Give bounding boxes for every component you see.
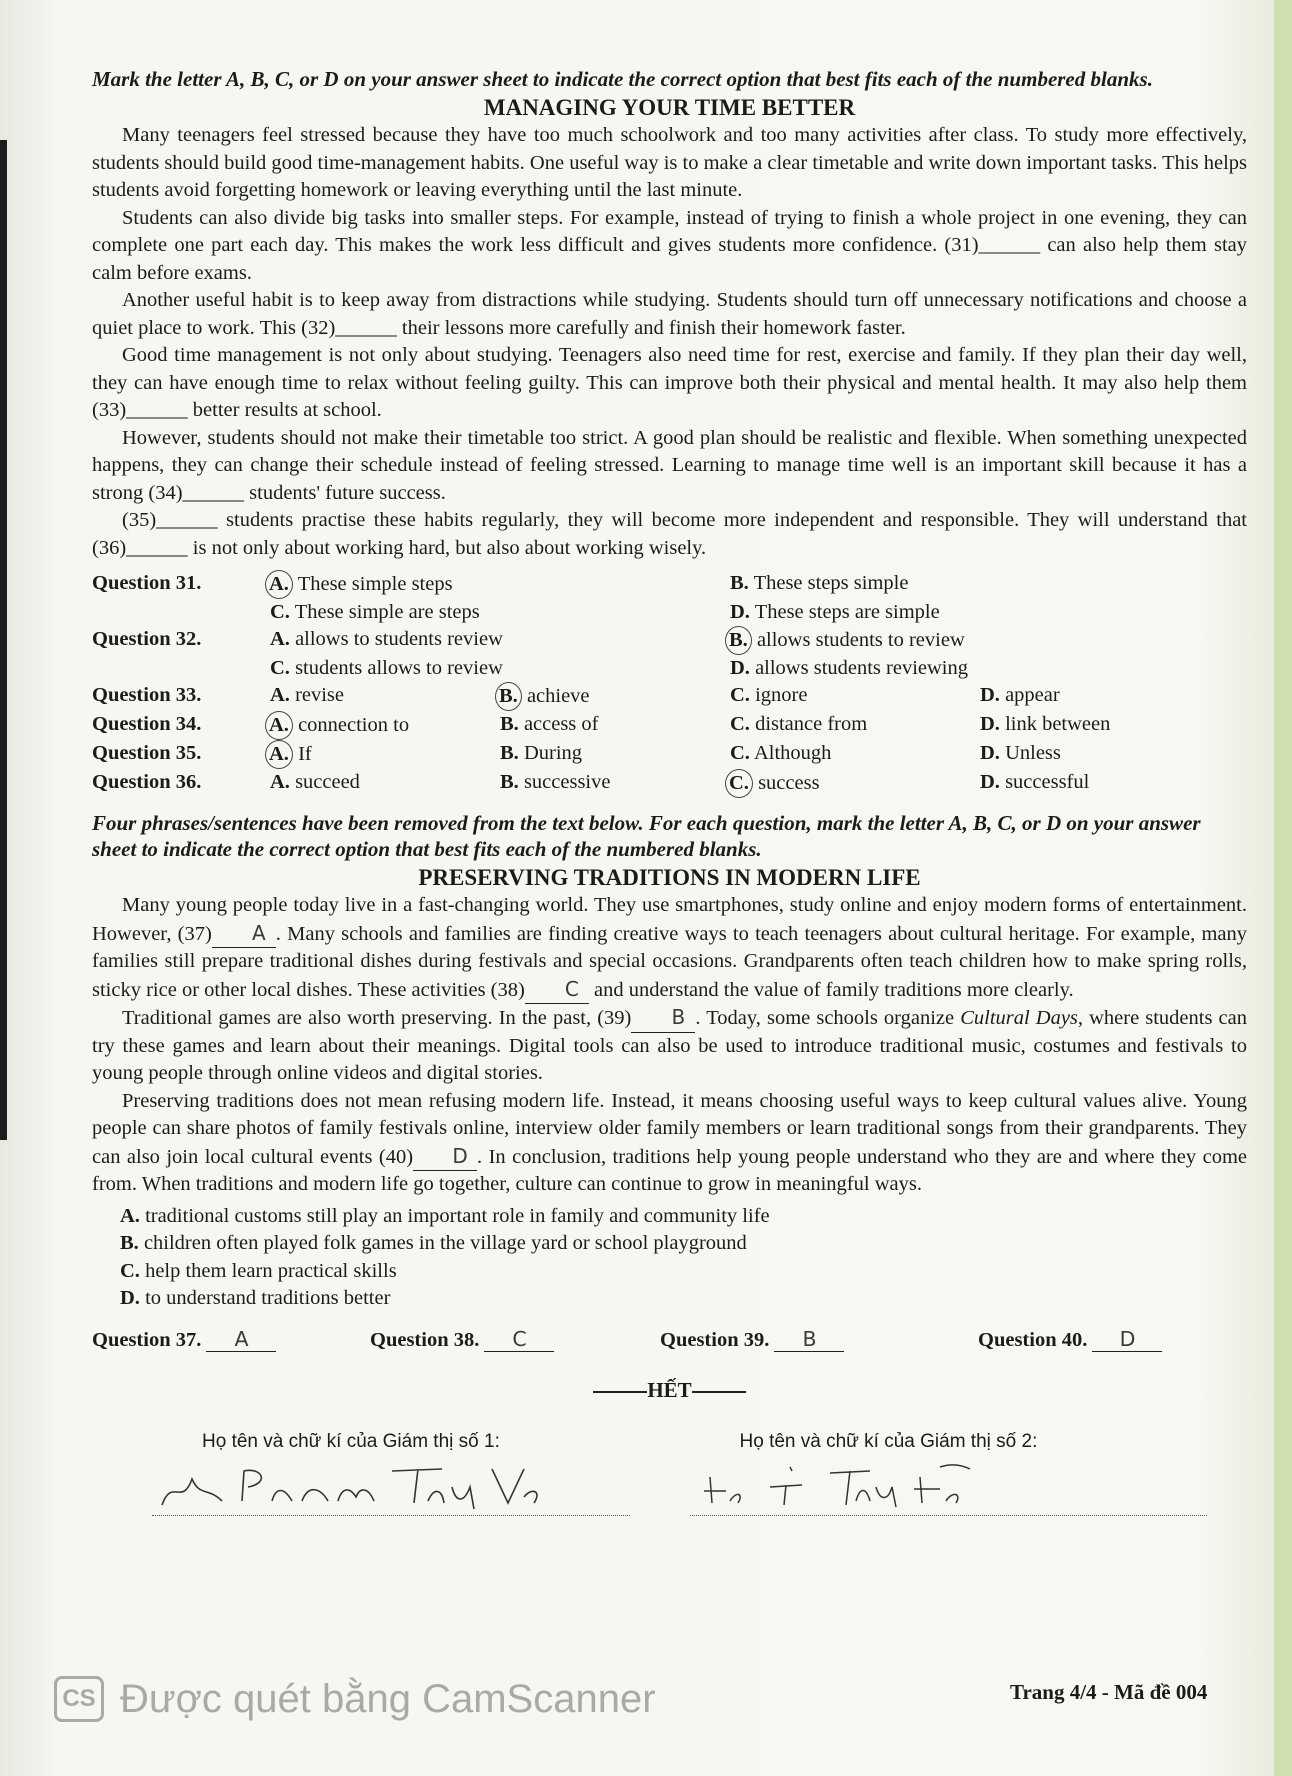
question-31-row-2 xyxy=(92,599,1114,626)
option-d[interactable]: D. These steps are simple xyxy=(730,601,940,623)
option-a[interactable]: A. allows to students review xyxy=(270,628,503,650)
option-d[interactable]: D. Unless xyxy=(980,742,1061,764)
option-a[interactable]: A. connection to xyxy=(270,711,500,740)
blank-31: ______ xyxy=(978,234,1041,256)
blank-35: ______ xyxy=(156,509,218,531)
blank-39: B xyxy=(631,1004,695,1033)
section2-title: PRESERVING TRADITIONS IN MODERN LIFE xyxy=(418,865,921,890)
proctor-2 xyxy=(670,1431,1248,1516)
proctor-2-label: Họ tên và chữ kí của Giám thị số 2: xyxy=(739,1430,1038,1452)
question-36-row xyxy=(92,769,1114,798)
question-31-row-1 xyxy=(92,570,1114,599)
question-label: Question 32. xyxy=(92,628,202,650)
blank-38: C xyxy=(525,976,589,1005)
option-a[interactable]: A. succeed xyxy=(270,771,360,793)
page-number: Trang 4/4 - Mã đề 004 xyxy=(1010,1680,1208,1704)
signature-1-scribble xyxy=(152,1457,552,1517)
option-b[interactable]: B. achieve xyxy=(500,682,730,711)
option-c[interactable]: C. success xyxy=(730,769,980,798)
question-label: Question 31. xyxy=(92,572,202,594)
camscanner-watermark xyxy=(54,1676,656,1722)
option-c[interactable]: C. distance from xyxy=(730,713,868,735)
option-c[interactable]: C. These simple are steps xyxy=(270,601,480,623)
question-33-row xyxy=(92,682,1114,711)
option-a[interactable]: A. revise xyxy=(270,684,345,706)
option-d[interactable]: D. successful xyxy=(980,771,1090,793)
option-c[interactable]: C. students allows to review xyxy=(270,657,503,679)
phrase-option-d[interactable]: D. to understand traditions better xyxy=(120,1287,391,1309)
passage1-paragraph-2: Students can also divide big tasks into smaller steps. For example, instead of trying to finish a whole project in one evening, they can complete one part each day. This makes the work less difficult and gives students more confidence. (31)______ can also help them stay calm before exams. xyxy=(92,206,1248,284)
option-a[interactable]: A. These simple steps xyxy=(270,570,730,599)
scan-border xyxy=(0,140,7,1140)
question-label: Question 33. xyxy=(92,684,202,706)
blank-37: A xyxy=(212,920,276,949)
section1-title: MANAGING YOUR TIME BETTER xyxy=(483,95,856,120)
passage1-paragraph-6: (35)______ students practise these habits regularly, they will become more independent and responsible. They will understand that (36)______ is not only about working hard, but also about working wisely. xyxy=(92,509,1247,559)
blank-36: ______ xyxy=(126,536,188,559)
questions-31-36 xyxy=(92,570,1114,798)
question-label: Question 36. xyxy=(92,771,202,793)
passage1-paragraph-5: However, students should not make their timetable too strict. A good plan should be realistic and flexible. When something unexpected happens, they can change their schedule instead of feeling stressed. Learning to manage time well is an important skill because it has a strong (34)______ students' future success. xyxy=(92,426,1247,504)
answer-blanks-37-40 xyxy=(92,1327,1247,1352)
question-32-row-2 xyxy=(92,655,1114,682)
option-d[interactable]: D. appear xyxy=(980,684,1060,706)
passage1-paragraph-3: Another useful habit is to keep away from distractions while studying. Students should turn off unnecessary notifications and choose a quiet place to work. This (32)______ their lessons more carefully and finish their homework faster. xyxy=(92,289,1247,339)
question-35-row xyxy=(92,740,1114,769)
proctor-signatures xyxy=(92,1431,1247,1516)
blank-34: ______ xyxy=(182,481,245,504)
end-marker: HẾT xyxy=(92,1378,1247,1403)
passage1-paragraph-4: Good time management is not only about studying. Teenagers also need time for rest, exercise and family. If they plan their day well, they can have enough time to relax without feeling guilty. This can improve both their physical and mental health. It may also help them (33)______ better results at school. xyxy=(92,344,1247,421)
proctor-1 xyxy=(92,1431,670,1516)
section1-instruction: Mark the letter A, B, C, or D on your answer sheet to indicate the correct option that best fits each of the numbered blanks. xyxy=(92,67,1153,91)
phrase-option-b[interactable]: B. children often played folk games in the village yard or school playground xyxy=(120,1232,747,1254)
exam-content xyxy=(92,66,1247,1516)
watermark-text: Được quét bằng CamScanner xyxy=(120,1676,656,1721)
section2-instruction: Four phrases/sentences have been removed from the text below. For each question, mark the letter A, B, C, or D on your answer sheet to indicate the correct option that best fits each of the numbered blanks. xyxy=(92,811,1201,861)
blank-40: D xyxy=(413,1143,477,1172)
question-32-row-1 xyxy=(92,626,1114,655)
phrase-option-c[interactable]: C. help them learn practical skills xyxy=(120,1259,397,1282)
signature-1 xyxy=(152,1463,630,1516)
answer-37[interactable]: Question 37. A xyxy=(92,1327,370,1352)
phrase-option-a[interactable]: A. traditional customs still play an important role in family and community life xyxy=(120,1204,770,1227)
option-b[interactable]: B. allows students to review xyxy=(730,626,1114,655)
option-a[interactable]: A. If xyxy=(270,740,500,769)
option-d[interactable]: D. allows students reviewing xyxy=(730,657,969,679)
phrase-options xyxy=(120,1203,1247,1313)
question-34-row xyxy=(92,711,1114,740)
proctor-1-label: Họ tên và chữ kí của Giám thị số 1: xyxy=(202,1430,500,1452)
signature-2-scribble xyxy=(690,1457,1090,1517)
signature-2 xyxy=(690,1463,1208,1516)
passage2-paragraph-1: Many young people today live in a fast-changing world. They use smartphones, study online and enjoy modern forms of entertainment. However, (37) A . Many schools and families are finding creative ways to teach teenagers about cultural heritage. For example, many families still prepare traditional dishes during festivals and special occasions. Grandparents often teach children how to make spring rolls, sticky rice or other local dishes. These activities (38) C and understand the value of family traditions more clearly. xyxy=(92,892,1247,1004)
option-b[interactable]: B. These steps simple xyxy=(730,572,909,594)
passage1-paragraph-1: Many teenagers feel stressed because they have too much schoolwork and too many activities after class. To study more effectively, students should build good time-management habits. One useful way is to make a clear timetable and write down important tasks. This helps students avoid forgetting homework or leaving everything until the last minute. xyxy=(92,124,1247,201)
passage2-paragraph-2: Traditional games are also worth preserving. In the past, (39) B . Today, some schools organize Cultural Days, where students can try these games and learn about their meanings. Digital tools can also be used to introduce traditional music, costumes and festivals to young people through online videos and digital stories. xyxy=(92,1005,1247,1084)
option-b[interactable]: B. During xyxy=(500,742,583,764)
option-b[interactable]: B. access of xyxy=(500,713,599,735)
option-c[interactable]: C. ignore xyxy=(730,684,808,706)
option-d[interactable]: D. link between xyxy=(980,713,1111,735)
option-c[interactable]: C. Although xyxy=(730,742,832,764)
answer-39[interactable]: Question 39. B xyxy=(660,1327,978,1352)
blank-33: ______ xyxy=(126,399,188,421)
answer-38[interactable]: Question 38. C xyxy=(370,1327,660,1352)
camscanner-logo-icon: CS xyxy=(54,1676,104,1722)
option-b[interactable]: B. successive xyxy=(500,771,611,793)
answer-40[interactable]: Question 40. D xyxy=(978,1327,1162,1352)
page-edge xyxy=(1274,0,1292,1776)
question-label: Question 34. xyxy=(92,713,202,735)
blank-32: ______ xyxy=(335,316,397,339)
question-label: Question 35. xyxy=(92,742,202,764)
passage2-paragraph-3: Preserving traditions does not mean refusing modern life. Instead, it means choosing useful ways to keep cultural values alive. Young people can share photos of family festivals online, interview older family members or learn traditional songs from their grandparents. They can also join local cultural events (40) D . In conclusion, traditions help young people understand who they are and where they come from. When traditions and modern life go together, culture can continue to grow in meaningful ways. xyxy=(92,1089,1248,1195)
